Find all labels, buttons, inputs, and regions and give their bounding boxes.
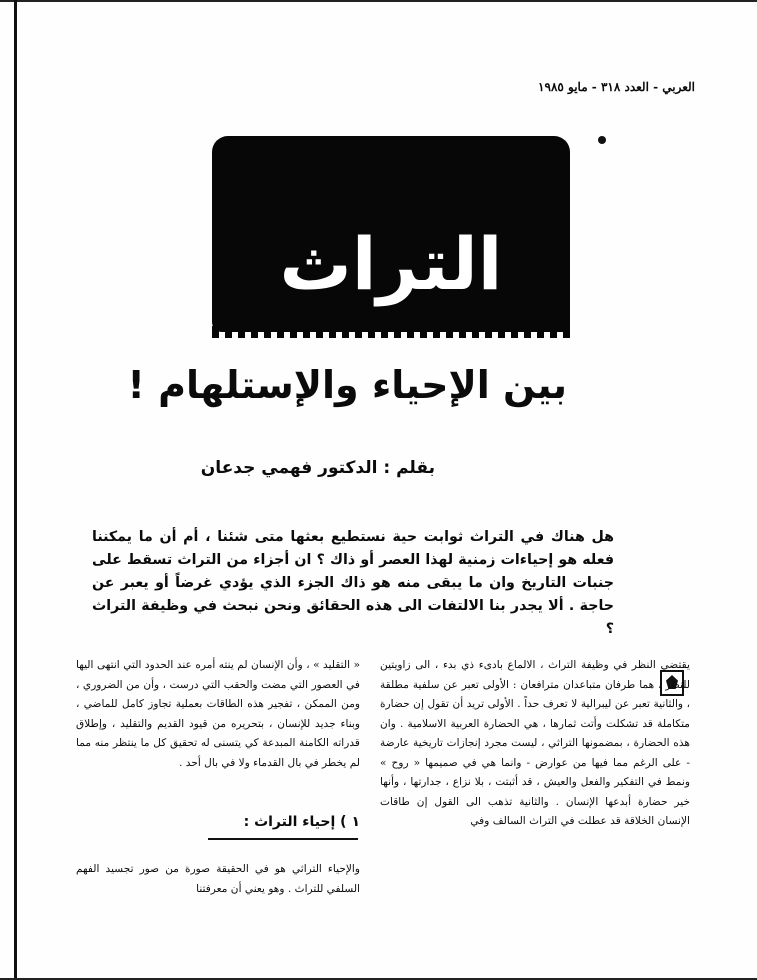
article-title: التراث: [279, 222, 503, 306]
author-byline: بقلم : الدكتور فهمي جدعان: [200, 458, 435, 478]
section-heading-rule: [208, 838, 358, 840]
article-subtitle: بين الإحياء والإستلهام !: [127, 363, 567, 407]
body-column-left-bottom: والإحياء التراثي هو في الحقيقة صورة من صور تجسيد الفهم السلفي للتراث . وهو يعني أن معرفتنا: [76, 863, 360, 895]
ink-dot: [598, 136, 606, 144]
title-banner: [212, 136, 570, 332]
body-column-left-top: « التقليد » ، وأن الإنسان لم ينته أمره عند الحدود التي انتهى اليها في العصور التي مضت والحقب التي درست ، وأن من الضروري ، ومن الممكن ، تفجير هذه الطاقات بعملية تجاوز كامل للماضي ، وبناء جديد للإنسان ، بتحريره من قيود القديم والتقليد ، وإطلاق قدراته الكامنة المبدعة كي يتسنى له تحقيق كل ما ينتظر منه مما لم يخطر في بال القدماء ولا في بال أحد .: [76, 659, 360, 769]
scan-left-edge: [14, 0, 17, 980]
body-column-right: يقتضي النظر في وظيفة التراث ، الالماع بادىء ذي بدء ، الى زاويتين للنظر ، هما طرفان متباعدان مترافعان : الأولى تعبر عن سلفية مطلقة ، والثانية تعبر عن ليبرالية لا تعرف حداً . الأولى تريد أن تقول إن حضارة متكاملة قد تشكلت وأتت ثمارها ، هي الحضارة العربية الاسلامية . وان هذه الحضارة ، بمضمونها التراثي ، ليست مجرد إنجازات تاريخية عارضة - على الرغم مما فيها من عوارض - وانما هي في صميمها « روح » ونمط في التفكير والفعل والعيش ، قد أثبتت ، بلا نزاع ، جدارتها ، وأنها خير حضارة أبدعها الإنسان . والثانية تذهب الى القول إن طاقات الإنسان الخلاقة قد عطلت في التراث السالف وفي: [380, 659, 690, 827]
section-heading: ١ ) إحياء التراث :: [243, 814, 360, 830]
intro-paragraph: هل هناك في التراث ثوابت حية نستطيع بعثها متى شئنا ، أم أن ما يمكننا فعله هو إحياءات زمنية لهذا العصر أو ذاك ؟ ان أجزاء من التراث تسقط على جنبات التاريخ وان ما يبقى منه هو ذاك الجزء الذي يؤدي غرضاً أو يعبر عن حاجة . ألا يجدر بنا الالتفات الى هذه الحقائق ونحن نبحث في وظيفة التراث ؟: [92, 529, 614, 637]
scan-top-edge: [0, 0, 757, 2]
running-head: العربي - العدد ٣١٨ - مايو ١٩٨٥: [538, 80, 695, 94]
